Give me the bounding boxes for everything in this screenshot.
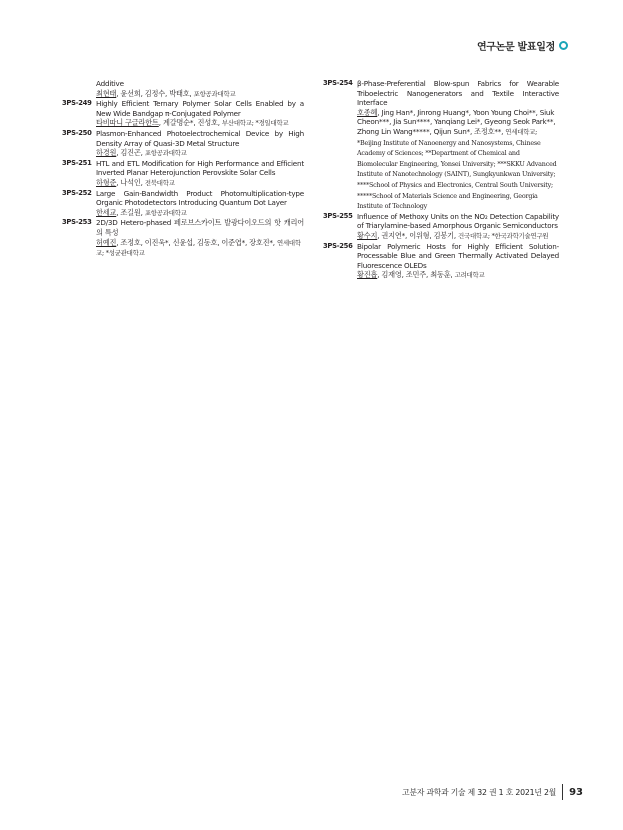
entry-authors: 하경원, 김진곤, 포항공과대학교 xyxy=(96,148,187,158)
circle-bullet-icon xyxy=(559,41,568,50)
affiliation: 연세대학교; *성균관대학교 xyxy=(96,238,301,258)
entry-title: Bipolar Polymeric Hosts for Highly Efficient Solution-Processable Blue and Green Thermally Activated Delayed Fluorescence OLEDs xyxy=(357,241,559,270)
entry-authors: 한세교, 조길원, 포항공과대학교 xyxy=(96,207,187,217)
presenter: 황진흡 xyxy=(357,270,378,280)
section-title: 연구논문 발표일정 xyxy=(476,42,555,53)
entry-title: Additive xyxy=(96,79,124,88)
entry-code: 3PS-252 xyxy=(62,188,92,197)
presenter: 하형준 xyxy=(96,177,117,187)
page-number: 93 xyxy=(569,786,583,798)
abstract-entry xyxy=(62,159,304,189)
entry-code: 3PS-254 xyxy=(323,79,353,87)
entry-title: β-Phase-Preferential Blow-spun Fabrics for Wearable Triboelectric Nanogenerators and Textile Interactive Interface xyxy=(357,79,559,108)
affiliation: 고려대학교 xyxy=(454,271,485,280)
entry-code xyxy=(62,79,96,99)
entry-authors: 황수지, 권지연*, 이위형, 김봉기, 건국대학교; *한국과학기술연구원 xyxy=(357,230,549,240)
presenter: 타비따니 구글라한트 xyxy=(96,118,159,128)
footer-divider xyxy=(562,784,563,800)
entry-title: 2D/3D Hetero-phased 페로브스카이트 발광다이오드의 핫 캐리어의 특성 xyxy=(96,218,304,237)
entry-code: 3PS-251 xyxy=(62,158,92,167)
entry-authors: 허예진, 조정호, 이진욱*, 신윤섭, 김동호, 이준엽*, 장호진*, 연세대학교; *성균관대학교 xyxy=(96,237,301,258)
journal-info: 고분자 과학과 기술 제 32 권 1 호 2021년 2월 xyxy=(402,787,557,797)
affiliation: 포항공과대학교 xyxy=(144,208,187,217)
abstract-entry xyxy=(323,212,559,242)
affiliation: 포항공과대학교 xyxy=(144,149,187,158)
entry-code: 3PS-256 xyxy=(323,241,353,250)
entry-authors: 황진흡, 김재영, 조민주, 최동훈, 고려대학교 xyxy=(357,270,485,280)
affiliation: 전북대학교 xyxy=(144,178,175,187)
right-column xyxy=(323,79,559,281)
presenter: 황수지 xyxy=(357,230,378,240)
abstract-entry xyxy=(62,129,304,159)
abstract-entry xyxy=(323,242,559,281)
entry-title: Plasmon-Enhanced Photoelectrochemical Device by High Density Array of Quasi-3D Metal Structure xyxy=(96,128,304,148)
entry-title: Influence of Methoxy Units on the NO₂ Detection Capability of Triarylamine-based Amorphous Organic Semiconductors xyxy=(357,211,559,231)
abstract-entry xyxy=(323,79,559,212)
abstract-entry xyxy=(62,218,304,258)
presenter: 한세교 xyxy=(96,207,117,217)
entry-code: 3PS-255 xyxy=(323,211,353,220)
presenter: 허예진 xyxy=(96,237,117,247)
abstract-entry xyxy=(62,99,304,129)
entry-title: Highly Efficient Ternary Polymer Solar Cells Enabled by a New Wide Bandgap π-Conjugated Polymer xyxy=(96,99,304,118)
entry-title: Large Gain-Bandwidth Product Photomultiplication-type Organic Photodetectors Introducing Quantum Dot Layer xyxy=(96,188,304,208)
entry-authors: 호종혜, Jing Han*, Jinrong Huang*, Yoon Young Choi**, Siuk Cheon***, Jia Sun****, Yanqiang Lei*, Gyeong Seok Park**, Zhong Lin Wang*****, Qijun Sun*, 조정호**, 연세대학교; *Beijing Institute of Nanoenergy and Nanosystems, Chinese Academy of Sciences; **Department of Chemical and Biomolecular Engineering, Yonsei University; ***SKKU Advanced Institute of Nanotechnology (SAINT), Sungkyunkwan University; ****School of Physics and Electronics, Central South University; *****School of Materials Science and Engineering, Georgia Institute of Technology xyxy=(357,107,557,211)
presenter: 최현태 xyxy=(96,88,117,98)
affiliation: 부산대학교; *경일대학교 xyxy=(221,119,289,128)
entry-title: HTL and ETL Modification for High Performance and Efficient Inverted Planar Heterojunction Perovskite Solar Cells xyxy=(96,158,304,178)
entry-authors: 최현태, 윤선희, 김정수, 박태호, 포항공과대학교 xyxy=(96,88,236,98)
abstract-entry xyxy=(62,79,304,99)
entry-code: 3PS-253 xyxy=(62,218,92,227)
presenter: 호종혜 xyxy=(357,107,378,117)
entry-code: 3PS-249 xyxy=(62,99,92,108)
abstract-entry xyxy=(62,189,304,219)
entry-code: 3PS-250 xyxy=(62,128,92,137)
page-header xyxy=(477,38,568,53)
entry-authors: 하형준, 나석인, 전북대학교 xyxy=(96,177,175,187)
affiliation: 연세대학교; *Beijing Institute of Nanoenergy and Nanosystems, Chinese Academy of Sciences; **Department of Chemical and Biomolecular Engineering, Yonsei University; ***SKKU Advanced Institute of Nanotechnology (SAINT), Sungkyunkwan University; ****School of Physics and Electronics, Central South University; *****School of Materials Science and Engineering, Georgia Institute of Technology xyxy=(357,127,557,211)
affiliation: 건국대학교; *한국과학기술연구원 xyxy=(458,231,549,240)
entry-authors: 타비따니 구글라한트, 계갈명순*, 진성호, 부산대학교; *경일대학교 xyxy=(96,118,289,128)
left-column xyxy=(62,79,304,259)
presenter: 하경원 xyxy=(96,148,117,158)
affiliation: 포항공과대학교 xyxy=(193,89,236,98)
page-footer xyxy=(402,784,583,800)
